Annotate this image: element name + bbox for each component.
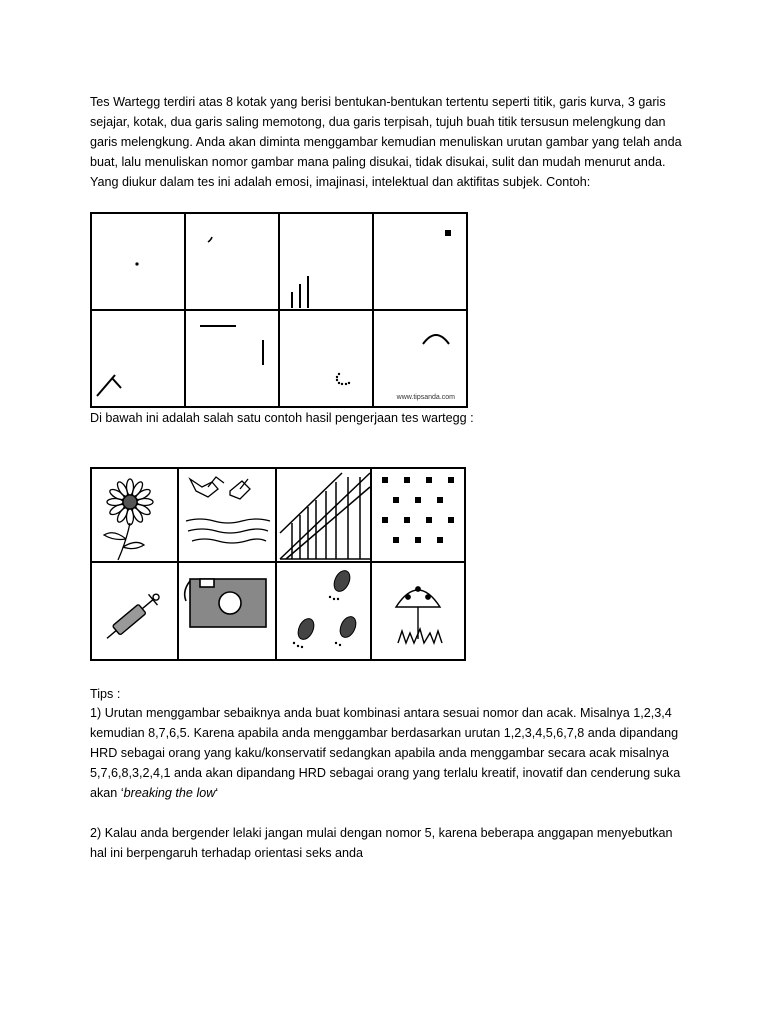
wartegg-blank-grid-figure — [90, 212, 468, 408]
tip-1-text: 1) Urutan menggambar sebaiknya anda buat kombinasi antara sesuai nomor dan acak. Misalnya 1,2,3,4 kemudian 8,7,6,5. Karena apabila anda menggambar berdasarkan urutan 1,2,3,4,5,6,7,8 anda dipandang HRD sebagai orang yang kaku/konservatif sedangkan apabila anda menggambar secara acak misalnya 5,7,6,8,3,2,4,1 anda akan dipandang HRD sebagai orang yang terlalu kreatif, inovatif dan cenderung suka akan — [90, 706, 681, 800]
tips-heading: Tips : — [90, 687, 121, 701]
figure1-watermark: www.tipsanda.com — [396, 394, 455, 401]
tip-1-close-quote: ‘ — [215, 786, 219, 800]
tip-1-open-quote: ‘ — [120, 786, 124, 800]
tip-1-italic-phrase: breaking the low — [123, 786, 216, 800]
camera-drawing — [185, 579, 266, 627]
tip-2-paragraph: 2) Kalau anda bergender lelaki jangan mulai dengan nomor 5, karena beberapa anggapan menyebutkan hal ini berpengaruh terhadap orientasi seks anda — [90, 826, 673, 860]
intro-paragraph: Tes Wartegg terdiri atas 8 kotak yang berisi bentukan-bentukan tertentu seperti titik, garis kurva, 3 garis sejajar, kotak, dua garis saling memotong, dua garis terpisah, tujuh buah titik tersusun melengkung dan garis melengkung. Anda akan diminta menggambar kemudian menuliskan urutan gambar yang telah anda buat, lalu menuliskan nomor gambar mana paling disukai, tidak disukai, sulit dan mudah menurut anda. Yang diukur dalam tes ini adalah emosi, imajinasi, intelektual dan aktifitas subjek. Contoh: — [90, 95, 682, 189]
tip-1-paragraph — [90, 703, 690, 803]
example-caption: Di bawah ini adalah salah satu contoh hasil pengerjaan tes wartegg : — [90, 411, 474, 425]
box1-dot — [135, 262, 138, 265]
wartegg-completed-example-figure — [90, 467, 466, 661]
box4-square — [445, 230, 451, 236]
